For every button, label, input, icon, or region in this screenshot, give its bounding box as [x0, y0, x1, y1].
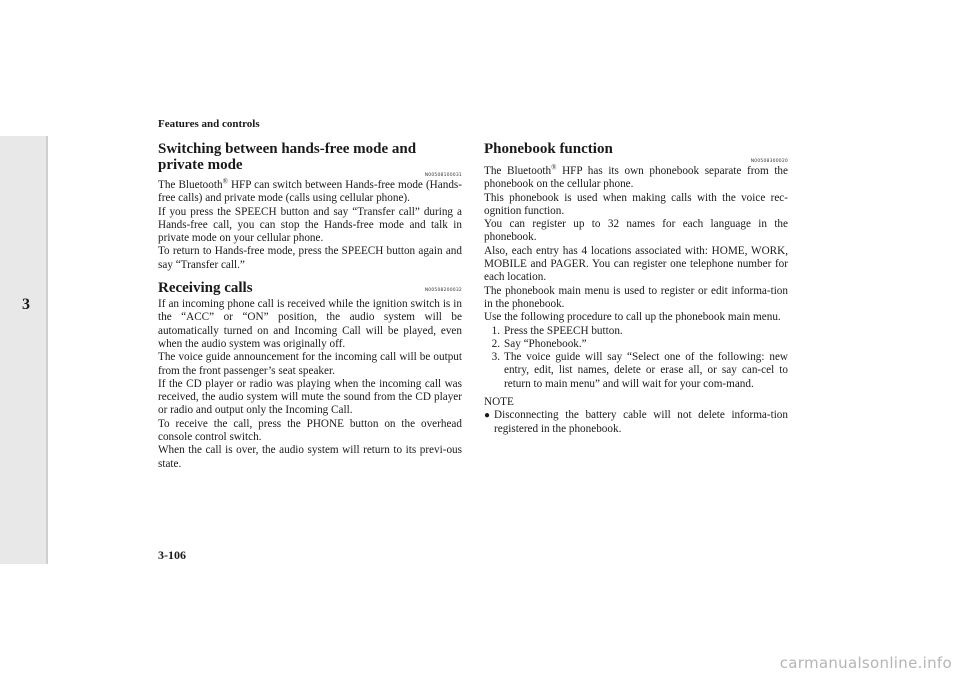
registered-mark: ®	[222, 177, 228, 186]
paragraph: If an incoming phone call is received while the ignition switch is in the “ACC” or “ON” position, the audio system will be automatically turned on and Incoming Call will be played, even when the audio system was originally off.	[158, 298, 462, 350]
step-number: 2.	[491, 337, 500, 350]
section-code: N00508100031	[424, 173, 462, 178]
paragraph: This phonebook is used when making calls with the voice rec-ognition function.	[484, 191, 788, 217]
chapter-sidebar	[0, 136, 46, 564]
paragraph: To return to Hands-free mode, press the SPEECH button again and say “Transfer call.”	[158, 245, 462, 271]
right-column	[484, 141, 788, 436]
section-header: Features and controls	[158, 118, 260, 130]
paragraph: Use the following procedure to call up the phonebook main menu.	[484, 311, 781, 324]
chapter-number: 3	[22, 296, 30, 313]
note-label: NOTE	[484, 396, 514, 409]
section-receiving	[158, 280, 462, 297]
paragraph: The voice guide announcement for the incoming call will be output from the front passenger’s seat speaker.	[158, 351, 462, 377]
watermark: carmanualsonline.info	[779, 654, 952, 672]
step-text: Press the SPEECH button.	[504, 324, 623, 337]
paragraph: The phonebook main menu is used to register or edit informa-tion in the phonebook.	[484, 284, 788, 310]
paragraph: The Bluetooth® HFP can switch between Hands-free mode (Hands-free calls) and private mode (calls using cellular phone).	[158, 177, 462, 205]
paragraph: You can register up to 32 names for each language in the phonebook.	[484, 218, 788, 244]
note-text: Disconnecting the battery cable will not delete informa-tion registered in the phonebook.	[494, 409, 788, 435]
bullet-icon: ●	[484, 410, 491, 422]
paragraph: To receive the call, press the PHONE button on the overhead console control switch.	[158, 417, 462, 444]
section-title-phonebook: Phonebook function	[484, 141, 613, 157]
note-item	[484, 409, 788, 436]
section-title-receiving: Receiving calls	[158, 280, 253, 297]
paragraph: The Bluetooth® HFP has its own phonebook separate from the phonebook on the cellular phone.	[484, 163, 788, 191]
section-code: N00508200032	[424, 288, 462, 294]
section-switching	[158, 141, 462, 179]
step-number: 1.	[491, 324, 500, 337]
page-number: 3-106	[158, 548, 186, 562]
section-code: N00508300020	[750, 159, 788, 164]
left-column	[158, 141, 462, 471]
paragraph: Also, each entry has 4 locations associated with: HOME, WORK, MOBILE and PAGER. You can register one telephone number for each location.	[484, 244, 788, 284]
step-text: The voice guide will say “Select one of the following: new entry, edit, list names, delete or erase all, or say can-cel to return to main menu” and will wait for your com-mand.	[504, 351, 788, 390]
section-phonebook	[484, 141, 788, 165]
step-number: 3.	[491, 351, 500, 364]
section-title-switching: Switching between hands-free mode and private mode	[158, 141, 417, 173]
paragraph: If the CD player or radio was playing when the incoming call was received, the audio system will mute the sound from the CD player or radio and output only the Incoming Call.	[158, 377, 462, 417]
registered-mark: ®	[551, 163, 557, 172]
step-text: Say “Phonebook.”	[504, 337, 587, 350]
step-item	[484, 325, 788, 338]
paragraph: If you press the SPEECH button and say “Transfer call” during a Hands-free call, you can stop the Hands-free mode and talk in private mode on your cellular phone.	[158, 205, 462, 245]
chapter-sidebar-edge	[46, 136, 48, 564]
paragraph: When the call is over, the audio system will return to its previ-ous state.	[158, 444, 462, 470]
step-item	[484, 351, 788, 391]
step-item	[484, 338, 788, 351]
